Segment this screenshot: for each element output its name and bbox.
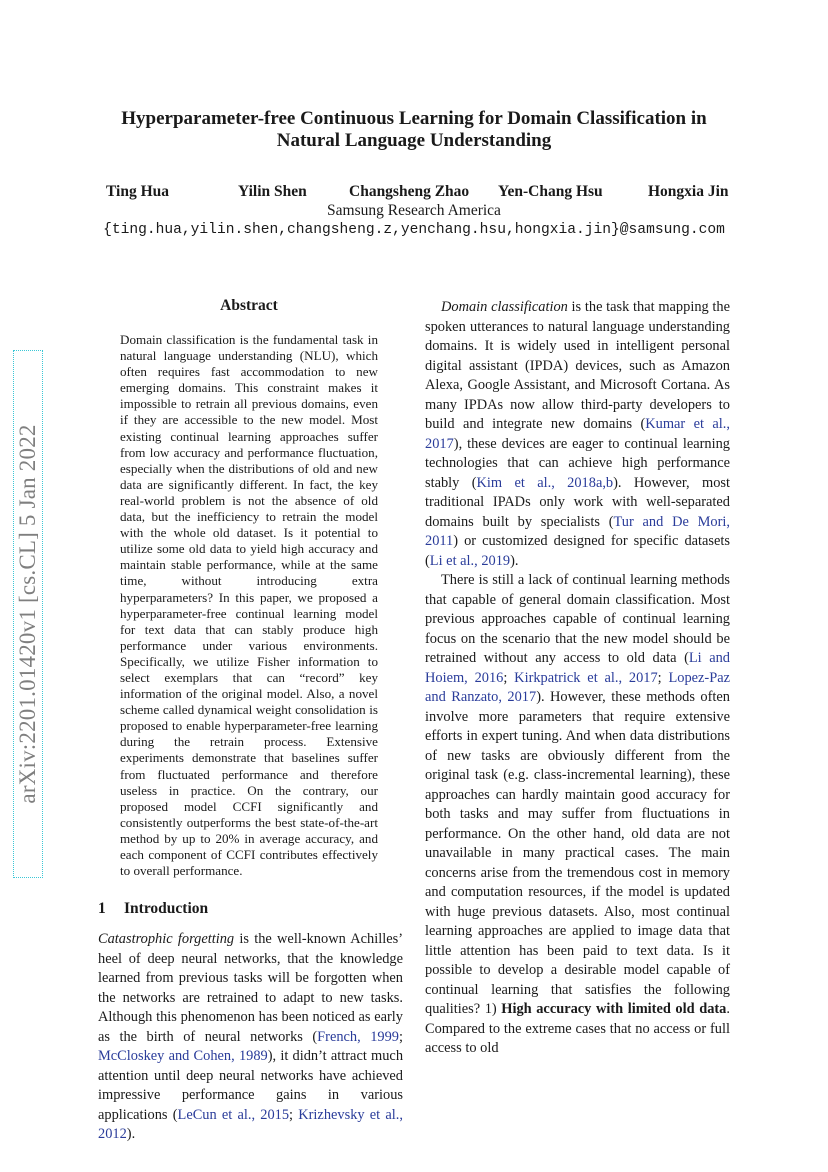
citation-link[interactable]: McCloskey and Cohen, 1989 (98, 1048, 268, 1064)
emphasis-term: Catastrophic forgetting (98, 931, 235, 947)
citation-link[interactable]: Tur and De Mori, 2011 (425, 513, 730, 549)
body-text: ). (510, 552, 519, 569)
paper-title (60, 108, 768, 152)
title-line-2: Natural Language Understanding (276, 130, 552, 151)
section-heading-introduction (98, 900, 208, 918)
body-text: ). However, these methods often involve more parameters that require extensive efforts in expert tuning. And when data distributions of new tasks are obviously different from the original task (e.g. class-incremental learning), these approaches can hardly maintain good accuracy for both tasks and may suffer from fluctuations in performance. On the other hand, old data are not unavailable in many practical cases. The main concerns arise from the tremendous cost in memory and computation resources, if the model is updated with huge previous datasets. Also, most continual learning approaches are applied to image data that little attention has been paid to text data. Is it possible to develop a desirable model capable of continual learning that satisfies the following qualities? 1) (425, 689, 730, 1017)
right-column (425, 298, 730, 1059)
body-text: ; (289, 1106, 299, 1123)
citation-link[interactable]: French, 1999 (317, 1028, 399, 1045)
abstract-heading: Abstract (220, 297, 278, 314)
author-name: Changsheng Zhao (349, 183, 470, 200)
body-text: ). (126, 1126, 136, 1142)
citation-link[interactable]: Li and Hoiem, 2016 (425, 650, 730, 686)
citation-link[interactable]: LeCun et al., 2015 (177, 1106, 290, 1123)
body-text: . Compared to the extreme cases that no access or full access to old (425, 1001, 730, 1056)
author-emails: {ting.hua,yilin.shen,changsheng.z,yenchang.hsu,hongxia.jin}@samsung.com (103, 222, 725, 238)
body-text: ), it didn’t attract much attention until deep neural networks have achieved impressive performance gains in various applications ( (98, 1048, 404, 1123)
author-name: Yen-Chang Hsu (498, 183, 603, 200)
arxiv-stamp[interactable] (13, 350, 43, 878)
author-name: Ting Hua (106, 183, 170, 200)
body-text: ) or customized designed for specific datasets ( (425, 533, 730, 569)
body-text: is the well-known Achilles’ heel of deep neural networks, that the knowledge learned from previous tasks will be forgotten when the networks are retrained to adapt to new tasks. Although this phenomenon has been noticed as early as the birth of neural networks ( (98, 931, 403, 1045)
section-number: 1 (98, 900, 106, 917)
citation-link[interactable]: Li et al., 2019 (429, 552, 511, 569)
author-name: Yilin Shen (238, 183, 307, 200)
intro-paragraph-3 (425, 571, 730, 1059)
body-text: ; (657, 669, 669, 686)
body-text: There is still a lack of continual learning methods that capable of general domain classification. Most previous approaches capable of continual learning focus on the scenario that the new model should be retrained without any access to old data ( (425, 572, 730, 666)
citation-link[interactable]: Lopez-Paz and Ranzato, 2017 (425, 669, 730, 705)
citation-link[interactable]: Kumar et al., 2017 (425, 416, 730, 452)
bold-phrase: High accuracy with limited old data (501, 1001, 727, 1017)
affiliation: Samsung Research America (327, 202, 501, 219)
author-name: Hongxia Jin (648, 183, 729, 200)
intro-paragraph-1 (98, 930, 403, 1145)
citation-link[interactable]: Kirkpatrick et al., 2017 (514, 669, 658, 686)
abstract-text: Domain classification is the fundamental task in natural language understanding (NLU), which often requires fast accommodation to new emerging domains. This constraint makes it impossible to retrain all previous domains, even if they are accessible to the new model. Most existing continual learning approaches suffer from low accuracy and performance fluctuation, especially when the distributions of old and new data are significantly different. In fact, the key real-world problem is not the absence of old data, but the inefficiency to retrain the model with the whole old dataset. Is it potential to utilize some old data to yield high accuracy and maintain stable performance, while at the same time, without introducing extra hyperparameters? In this paper, we proposed a hyperparameter-free continual learning model for text data that can stably produce high performance under various environments. Specifically, we utilize Fisher information to select exemplars that can “record” key information of the original model. Also, a novel scheme called dynamical weight consolidation is proposed to enable hyperparameter-free learning during the retrain process. Extensive experiments demonstrate that baselines suffer from fluctuated performance and therefore useless in practice. On the contrary, our proposed model CCFI significantly and consistently outperforms the best state-of-the-art method by up to 20% in average accuracy, and each component of CCFI contributes effectively to overall performance. (120, 332, 378, 879)
intro-paragraph-2 (425, 298, 730, 571)
title-line-1: Hyperparameter-free Continuous Learning for Domain Classification in (121, 108, 707, 129)
arxiv-stamp-text: arXiv:2201.01420v1 [cs.CL] 5 Jan 2022 (15, 424, 40, 804)
citation-link[interactable]: Kim et al., 2018a,b (476, 474, 614, 491)
body-text: ). However, most traditional IPADs only work with well-separated domains built by specialists ( (425, 474, 731, 530)
body-text: ), these devices are eager to continual learning technologies that can achieve high performance stably ( (425, 435, 730, 491)
citation-link[interactable]: Krizhevsky et al., 2012 (98, 1106, 403, 1142)
body-text: is the task that mapping the spoken utterances to natural language understanding domains. It is widely used in intelligent personal digital assistant (IPDA) devices, such as Amazon Alexa, Google Assistant, and Microsoft Cortana. As many IPDAs now allow third-party developers to build and integrate new domains ( (425, 299, 731, 432)
emphasis-term: Domain classification (441, 299, 568, 315)
body-text: ; (399, 1028, 403, 1045)
body-text: ; (503, 669, 515, 686)
section-title: Introduction (124, 900, 209, 917)
